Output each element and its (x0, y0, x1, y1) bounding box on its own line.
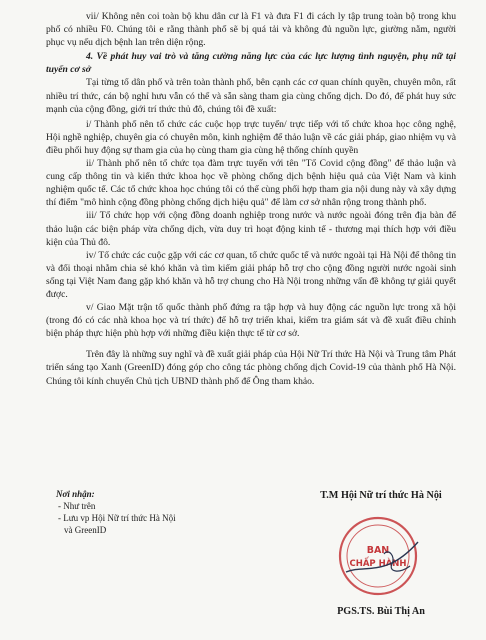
recipient-item: - Như trên (58, 501, 96, 511)
paragraph: iv/ Tổ chức các cuộc gặp với các cơ quan, tổ chức quốc tế và nước ngoài tại Hà Nội để thông tin và đối thoại nhằm chia sẻ khó khăn và tìm kiếm giải pháp hỗ trợ cho cộng đồng người nước ngoài sinh sống tại Việt Nam đang gặp khó khăn và hỗ trợ chung cho Hà Nội trong những vấn đề không tự giải quyết được. (46, 249, 456, 300)
section-heading: 4. Về phát huy vai trò và tăng cường năng lực của các lực lượng tình nguyện, phụ nữ tại tuyến cơ sở (46, 51, 456, 76)
svg-text:CHẤP HÀNH: CHẤP HÀNH (349, 559, 407, 569)
paragraph: iii/ Tổ chức họp với cộng đồng doanh nghiệp trong nước và nước ngoài đóng trên địa bàn để thảo luận các biện pháp vừa chống dịch, vừa duy trì hoạt động kinh tế - thương mại thích hợp với điều kiện của Thủ đô. (46, 210, 456, 248)
paragraph: Trên đây là những suy nghĩ và đề xuất giải pháp của Hội Nữ Trí thức Hà Nội và Trung tâm Phát triển sáng tạo Xanh (GreenID) đóng góp cho công tác phòng chống dịch Covid-19 của thành phố Hà Nội. Chúng tôi kính chuyển Chủ tịch UBND thành phố để Ông tham khảo. (46, 349, 456, 387)
recipients-block (56, 488, 176, 536)
svg-text:BAN: BAN (366, 545, 390, 556)
paragraph: vii/ Không nên coi toàn bộ khu dân cư là F1 và đưa F1 đi cách ly tập trung toàn bộ trong khu phố có nhiều F0. Chúng tôi e rằng thành phố sẽ bị quá tải và không đủ nguồn lực, giường nằm, người phục vụ nếu dịch bệnh lan trên diện rộng. (46, 11, 456, 49)
recipients-title: Nơi nhận: (56, 489, 95, 499)
paragraph: Tại từng tổ dân phố và trên toàn thành phố, bên cạnh các cơ quan chính quyền, chuyên môn, rất nhiều trí thức, cán bộ nghỉ hưu vẫn có thể và sẵn sàng tham gia cùng chống dịch. Do đó, để phát huy sức mạnh của cộng đồng, giới trí thức thủ đô, chúng tôi đề xuất: (46, 77, 456, 115)
letter-footer (46, 484, 456, 634)
signatory-name: PGS.TS. Bùi Thị An (337, 606, 425, 617)
paragraph: v/ Giao Mặt trận tổ quốc thành phố đứng ra tập hợp và huy động các nguồn lực trong xã hội (trong đó có các nhà khoa học và trí thức) để hỗ trợ triển khai, kiểm tra giám sát và đề xuất điều chỉnh biện pháp thực hiện phù hợp với những điều kiện thực tế từ cơ sở. (46, 302, 456, 340)
recipient-item: - Lưu vp Hội Nữ trí thức Hà Nội (58, 513, 176, 523)
letter-body (46, 10, 456, 388)
recipient-item: và GreenID (64, 525, 107, 535)
paragraph: i/ Thành phố nên tổ chức các cuộc họp trực tuyến/ trực tiếp với tổ chức khoa học công nghệ, Hội nghề nghiệp, chuyên gia có chuyên môn, kinh nghiệm để thảo luận về các giải pháp, giao nhiệm vụ và điều phối huy động sự tham gia của họ cùng tham gia cùng hệ thống chính quyền (46, 118, 456, 156)
official-seal-stamp (326, 504, 436, 604)
paragraph: ii/ Thành phố nên tổ chức tọa đàm trực tuyến với tên "Tổ Covid cộng đồng" để thảo luận và cung cấp thông tin và kiến thức khoa học về phòng chống dịch bệnh hiệu quả của Việt Nam và kinh nghiệm quốc tế. Các tổ chức khoa học chúng tôi có thể cùng phối hợp tham gia nội dung này và xây dựng thí điểm "mô hình cộng đồng phòng chống dịch hiệu quả" để làm cơ sở nhân rộng trong thành phố. (46, 158, 456, 209)
signatory-organization: T.M Hội Nữ trí thức Hà Nội (320, 490, 442, 501)
